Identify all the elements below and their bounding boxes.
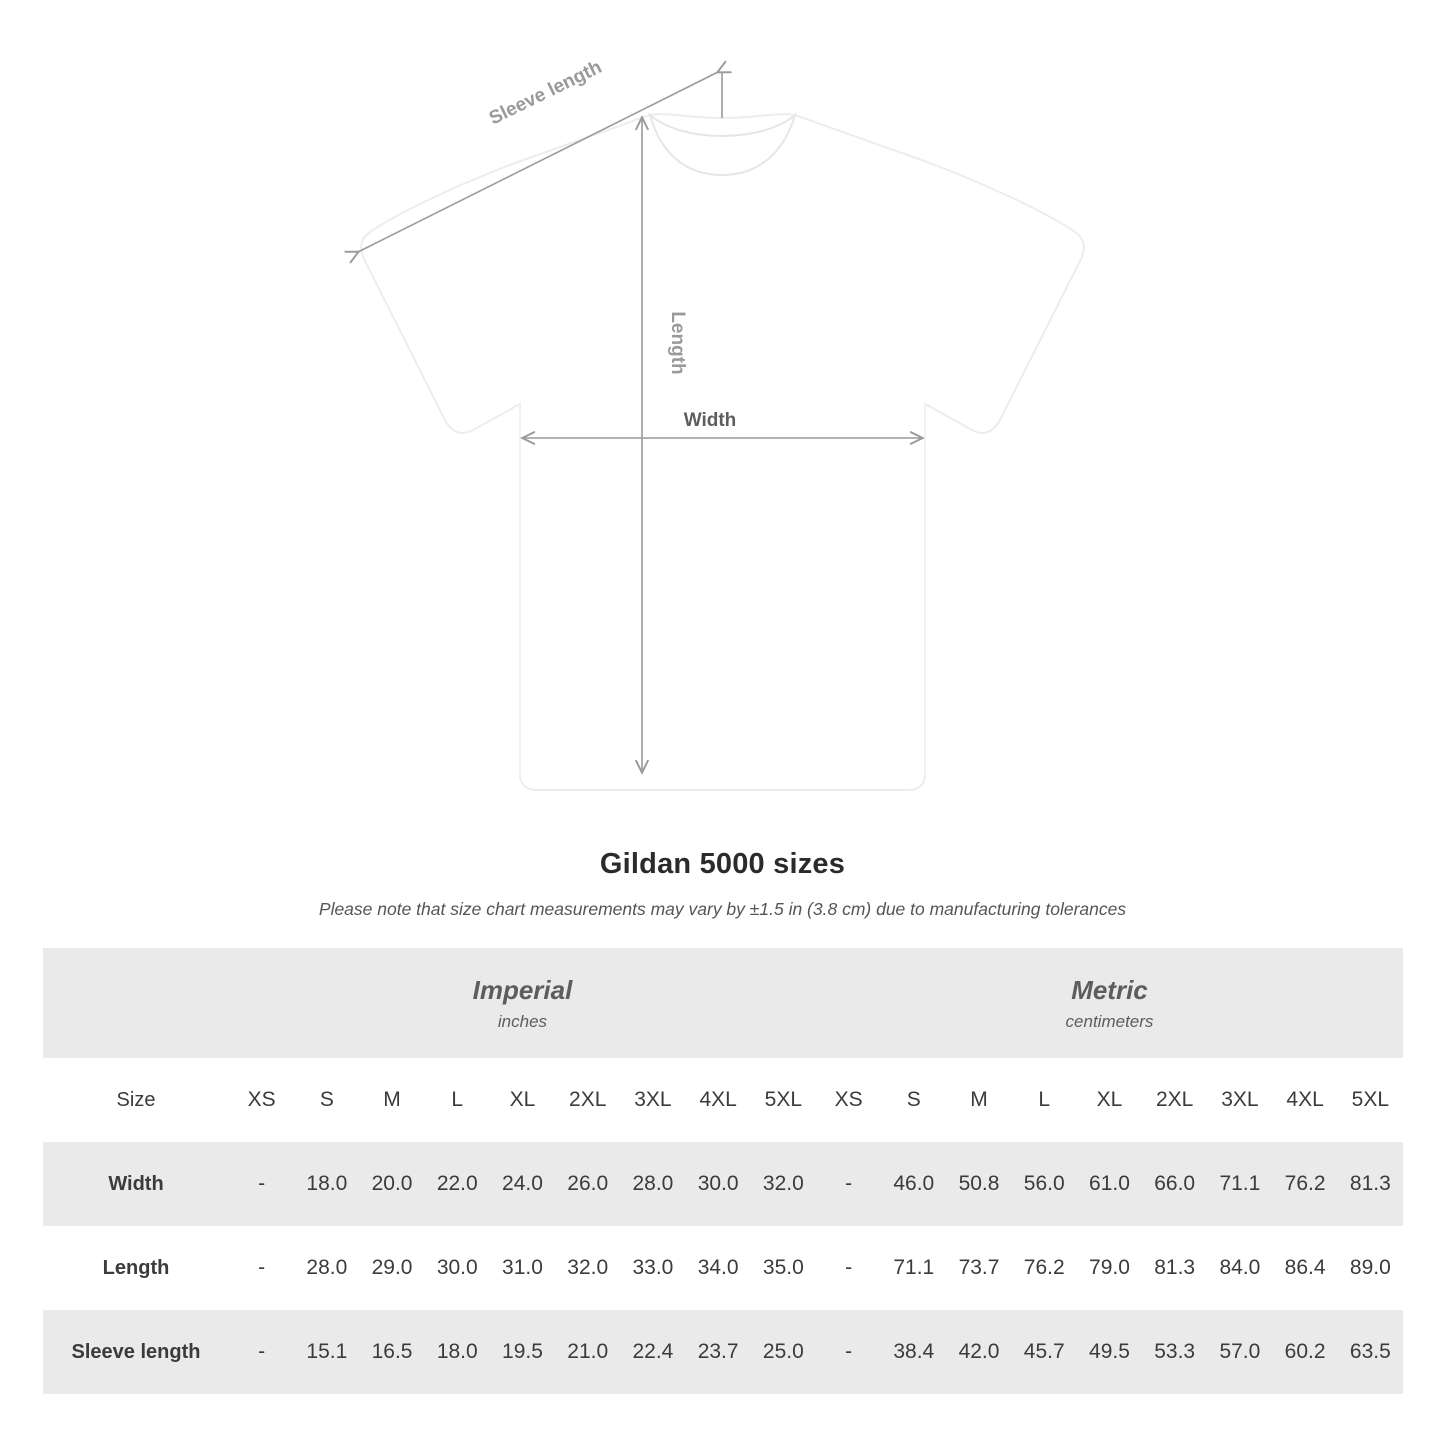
- cell-width-metric-3xl: 71.1: [1207, 1142, 1272, 1226]
- cell-length-metric-3xl: 84.0: [1207, 1226, 1272, 1310]
- cell-width-metric-4xl: 76.2: [1273, 1142, 1338, 1226]
- cell-length-metric-4xl: 86.4: [1273, 1226, 1338, 1310]
- cell-length-imperial-3xl: 33.0: [620, 1226, 685, 1310]
- table-row: [43, 1142, 1403, 1226]
- row-label-width: Width: [43, 1142, 229, 1226]
- size-col-imperial-l: L: [425, 1058, 490, 1142]
- row-label-length: Length: [43, 1226, 229, 1310]
- cell-width-metric-xs: -: [816, 1142, 881, 1226]
- unit-header-row: [43, 948, 1403, 1058]
- cell-sleeve-metric-xs: -: [816, 1310, 881, 1394]
- cell-length-imperial-4xl: 34.0: [686, 1226, 751, 1310]
- size-col-metric-m: M: [946, 1058, 1011, 1142]
- sleeve-length-label: Sleeve length: [485, 56, 606, 130]
- cell-sleeve-metric-l: 45.7: [1012, 1310, 1077, 1394]
- page-subtitle: Please note that size chart measurements may vary by ±1.5 in (3.8 cm) due to manufacturing tolerances: [318, 899, 1127, 919]
- size-col-metric-4xl: 4XL: [1273, 1058, 1338, 1142]
- cell-sleeve-metric-s: 38.4: [881, 1310, 946, 1394]
- size-col-metric-xs: XS: [816, 1058, 881, 1142]
- cell-length-metric-s: 71.1: [881, 1226, 946, 1310]
- cell-sleeve-imperial-xl: 19.5: [490, 1310, 555, 1394]
- size-col-imperial-3xl: 3XL: [620, 1058, 685, 1142]
- cell-length-imperial-s: 28.0: [294, 1226, 359, 1310]
- size-col-metric-3xl: 3XL: [1207, 1058, 1272, 1142]
- cell-length-metric-m: 73.7: [946, 1226, 1011, 1310]
- unit-spacer: [43, 948, 229, 1058]
- size-col-imperial-xs: XS: [229, 1058, 294, 1142]
- size-col-metric-5xl: 5XL: [1338, 1058, 1403, 1142]
- size-col-imperial-4xl: 4XL: [686, 1058, 751, 1142]
- cell-length-imperial-2xl: 32.0: [555, 1226, 620, 1310]
- size-header-row: [43, 1058, 1403, 1142]
- cell-sleeve-metric-2xl: 53.3: [1142, 1310, 1207, 1394]
- cell-sleeve-imperial-5xl: 25.0: [751, 1310, 816, 1394]
- cell-width-imperial-xl: 24.0: [490, 1142, 555, 1226]
- cell-width-imperial-l: 22.0: [425, 1142, 490, 1226]
- cell-width-imperial-xs: -: [229, 1142, 294, 1226]
- cell-width-metric-s: 46.0: [881, 1142, 946, 1226]
- cell-sleeve-metric-m: 42.0: [946, 1310, 1011, 1394]
- size-col-imperial-s: S: [294, 1058, 359, 1142]
- unit-group-imperial-sublabel: inches: [497, 1012, 548, 1032]
- cell-width-imperial-2xl: 26.0: [555, 1142, 620, 1226]
- cell-length-metric-5xl: 89.0: [1338, 1226, 1403, 1310]
- size-col-imperial-m: M: [359, 1058, 424, 1142]
- length-label: Length: [667, 311, 688, 375]
- size-col-metric-xl: XL: [1077, 1058, 1142, 1142]
- unit-group-metric: [816, 948, 1403, 1058]
- cell-length-imperial-5xl: 35.0: [751, 1226, 816, 1310]
- cell-sleeve-metric-5xl: 63.5: [1338, 1310, 1403, 1394]
- cell-sleeve-imperial-3xl: 22.4: [620, 1310, 685, 1394]
- cell-length-metric-xs: -: [816, 1226, 881, 1310]
- cell-sleeve-imperial-m: 16.5: [359, 1310, 424, 1394]
- size-table-wrapper: [43, 948, 1403, 1394]
- tshirt-shape: [361, 114, 1084, 790]
- size-col-metric-l: L: [1012, 1058, 1077, 1142]
- unit-group-metric-sublabel: centimeters: [1065, 1012, 1154, 1032]
- width-label: Width: [683, 410, 737, 431]
- cell-width-imperial-s: 18.0: [294, 1142, 359, 1226]
- cell-length-metric-2xl: 81.3: [1142, 1226, 1207, 1310]
- cell-length-imperial-l: 30.0: [425, 1226, 490, 1310]
- size-col-imperial-2xl: 2XL: [555, 1058, 620, 1142]
- cell-width-imperial-4xl: 30.0: [686, 1142, 751, 1226]
- cell-sleeve-imperial-l: 18.0: [425, 1310, 490, 1394]
- size-header-label: Size: [43, 1058, 229, 1142]
- unit-group-imperial: [229, 948, 816, 1058]
- cell-sleeve-imperial-2xl: 21.0: [555, 1310, 620, 1394]
- cell-length-imperial-m: 29.0: [359, 1226, 424, 1310]
- cell-sleeve-metric-3xl: 57.0: [1207, 1310, 1272, 1394]
- unit-group-metric-label: Metric: [1071, 974, 1148, 1005]
- cell-length-imperial-xs: -: [229, 1226, 294, 1310]
- cell-width-metric-5xl: 81.3: [1338, 1142, 1403, 1226]
- table-row: [43, 1310, 1403, 1394]
- cell-sleeve-imperial-xs: -: [229, 1310, 294, 1394]
- row-label-sleeve-length: Sleeve length: [43, 1310, 229, 1394]
- cell-width-imperial-5xl: 32.0: [751, 1142, 816, 1226]
- table-row: [43, 1226, 1403, 1310]
- cell-length-metric-xl: 79.0: [1077, 1226, 1142, 1310]
- cell-width-metric-xl: 61.0: [1077, 1142, 1142, 1226]
- cell-width-imperial-m: 20.0: [359, 1142, 424, 1226]
- cell-width-imperial-3xl: 28.0: [620, 1142, 685, 1226]
- cell-sleeve-imperial-s: 15.1: [294, 1310, 359, 1394]
- size-col-metric-s: S: [881, 1058, 946, 1142]
- cell-length-metric-l: 76.2: [1012, 1226, 1077, 1310]
- cell-length-imperial-xl: 31.0: [490, 1226, 555, 1310]
- size-col-imperial-xl: XL: [490, 1058, 555, 1142]
- cell-sleeve-metric-xl: 49.5: [1077, 1310, 1142, 1394]
- cell-sleeve-imperial-4xl: 23.7: [686, 1310, 751, 1394]
- size-col-imperial-5xl: 5XL: [751, 1058, 816, 1142]
- cell-width-metric-l: 56.0: [1012, 1142, 1077, 1226]
- unit-group-imperial-label: Imperial: [472, 974, 573, 1005]
- cell-width-metric-m: 50.8: [946, 1142, 1011, 1226]
- cell-width-metric-2xl: 66.0: [1142, 1142, 1207, 1226]
- size-table: [43, 948, 1403, 1394]
- page-title: Gildan 5000 sizes: [599, 848, 846, 880]
- size-col-metric-2xl: 2XL: [1142, 1058, 1207, 1142]
- cell-sleeve-metric-4xl: 60.2: [1273, 1310, 1338, 1394]
